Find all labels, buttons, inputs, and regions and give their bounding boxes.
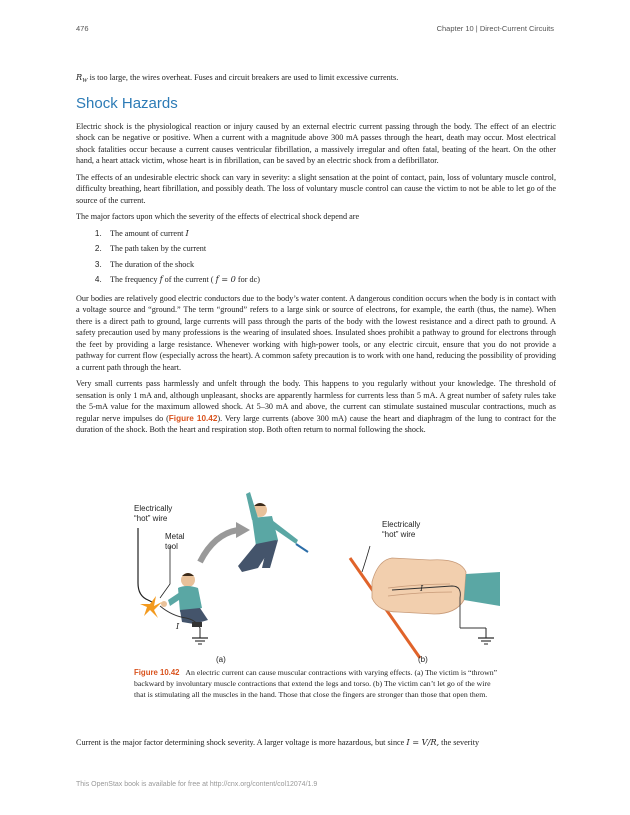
thrown-arrow-head [236, 522, 250, 538]
resistance-symbol: R [76, 72, 83, 82]
paragraph-1: Electric shock is the physiological reaction or injury caused by an external electric current passing through the body. The effect of an electric shock can be negative or positive. When a current with a magnitude above 300 mA passes through the heart, death may occur. Most electrical shock fatalities occur because a current causes ventricular fibrillation, a massively irregular and often fatal, beating of the heart. On the other hand, a heart attack victim, whose heart is in fibrillation, can be saved by an electric shock from a defibrillator. [76, 121, 556, 165]
trailing-text: Current is the major factor determining shock severity. A larger voltage is more hazardous, but since [76, 738, 407, 747]
victim-shoe-a [192, 622, 202, 627]
ohms-law-equation: I = V/R, [406, 737, 440, 747]
paragraph-4: Our bodies are relatively good electric conductors due to the body’s water content. A dangerous condition occurs when the body is in contact with a voltage source and “ground.” The term “ground” refers to a large sink or source of electrons, for example, the earth (thus, the name). When there is a direct path to ground, large currents will pass through the parts of the body with the lowest resistance and a direct path to ground. A safety precaution used by many professions is the wearing of insulated shoes. Insulated shoes prohibit a pathway to ground for electrons through the feet by providing a large resistance. Whenever working with high-power tools, or any electric circuit, ensure that you do not provide a pathway for current flow (especially across the heart). A common safety precaution is to work with one hand, reducing the possibility of providing a current path through the heart. [76, 293, 556, 372]
figure-10-42 [130, 488, 500, 668]
page-header [76, 24, 554, 38]
hot-wire-pointer-b [362, 546, 370, 572]
caption-text: An electric current can cause muscular contractions with varying effects. (a) The victim is “thrown” backward by involuntary muscle contractions that extend the legs and torso. (b) The victim can’t let go of the wire that is stimulating all the muscles in the hand. Those that close the fingers are stronger than those that open them. [134, 668, 498, 699]
main-content [76, 72, 556, 441]
list-item [104, 274, 556, 286]
paragraph-3: The major factors upon which the severity of the effects of electrical shock depend are [76, 212, 360, 221]
frequency-symbol: f [159, 274, 163, 284]
trailing-line [76, 737, 556, 749]
list-item-text: for dc) [235, 275, 260, 284]
figure-reference-link[interactable]: Figure 10.42 [168, 413, 218, 423]
label-current-a: I [176, 622, 180, 631]
paragraph-2: The effects of an undesirable electric shock can vary in severity: a slight sensation at the point of contact, pain, loss of voluntary muscle control, difficulty breathing, heart fibrillation, and possibly death. The loss of voluntary muscle control can cause the victim to not be able to let go of the source of the current. [76, 172, 556, 205]
intro-line [76, 72, 556, 87]
caption-tag: Figure 10.42 [134, 668, 180, 677]
list-item-text: The duration of the shock [110, 259, 195, 269]
page-number: 476 [76, 24, 89, 33]
current-symbol: I [185, 227, 189, 238]
resistance-subscript: W [82, 77, 88, 84]
victim-hand-a [161, 601, 167, 607]
thrown-arrow-icon [200, 530, 238, 562]
paragraph-5-text: Very small currents pass harmlessly and unfelt through the body. This happens to you regularly without your knowledge. The threshold of sensation is only 1 mA and, although unpleasant, shocks are apparently harmless for currents less than 5 mA. A great number of safety rules take the 5-mA value for the maximum allowed shock. At 5–30 mA and above, the current can stimulate sustained muscular contractions, much as regular nerve impulses do ( [76, 379, 556, 423]
severity-factors-list [76, 228, 556, 286]
list-item-text: The frequency [110, 275, 160, 284]
label-hot-wire-a: Electrically “hot” wire [134, 504, 173, 523]
victim-hair-thrown [254, 503, 266, 506]
trailing-text: the severity [439, 738, 480, 747]
hot-wire-a [138, 528, 152, 602]
frequency-equation: f = 0 [215, 274, 236, 284]
metal-tool-icon [296, 544, 308, 552]
list-item-text: The amount of current [110, 228, 186, 238]
list-item [104, 243, 556, 255]
list-item-text: The path taken by the current [110, 244, 207, 253]
list-item-text: of the current ( [162, 275, 216, 284]
panel-label-a: (a) [216, 655, 226, 664]
victim-hair-a [182, 573, 194, 576]
label-current-b: I [420, 584, 424, 593]
spark-icon [140, 596, 162, 618]
panel-label-b: (b) [418, 655, 428, 664]
figure-caption [134, 667, 500, 700]
page-footer: This OpenStax book is available for free at http://cnx.org/content/col12074/1.9 [76, 781, 318, 788]
victim-shirt-a [178, 586, 202, 612]
list-item [104, 228, 556, 240]
metal-tool-pointer [160, 546, 170, 598]
shock-illustration [130, 488, 500, 668]
section-title: Shock Hazards [76, 94, 178, 112]
paragraph-5-text: ). Very large currents (above 300 mA) cause the heart and diaphragm of the lung to contract for the duration of the shock. Both the heart and respiration stop. Both often return to normal following the shock. [76, 413, 556, 434]
label-metal-tool: Metal tool [165, 532, 185, 551]
sleeve-b [464, 572, 500, 606]
list-item [104, 259, 556, 271]
panel-b-drawing [350, 546, 500, 658]
chapter-title: Chapter 10 | Direct-Current Circuits [436, 24, 554, 33]
paragraph-5 [76, 378, 556, 436]
intro-text: is too large, the wires overheat. Fuses and circuit breakers are used to limit excessive currents. [87, 73, 399, 82]
label-hot-wire-b: Electrically “hot” wire [382, 520, 421, 539]
